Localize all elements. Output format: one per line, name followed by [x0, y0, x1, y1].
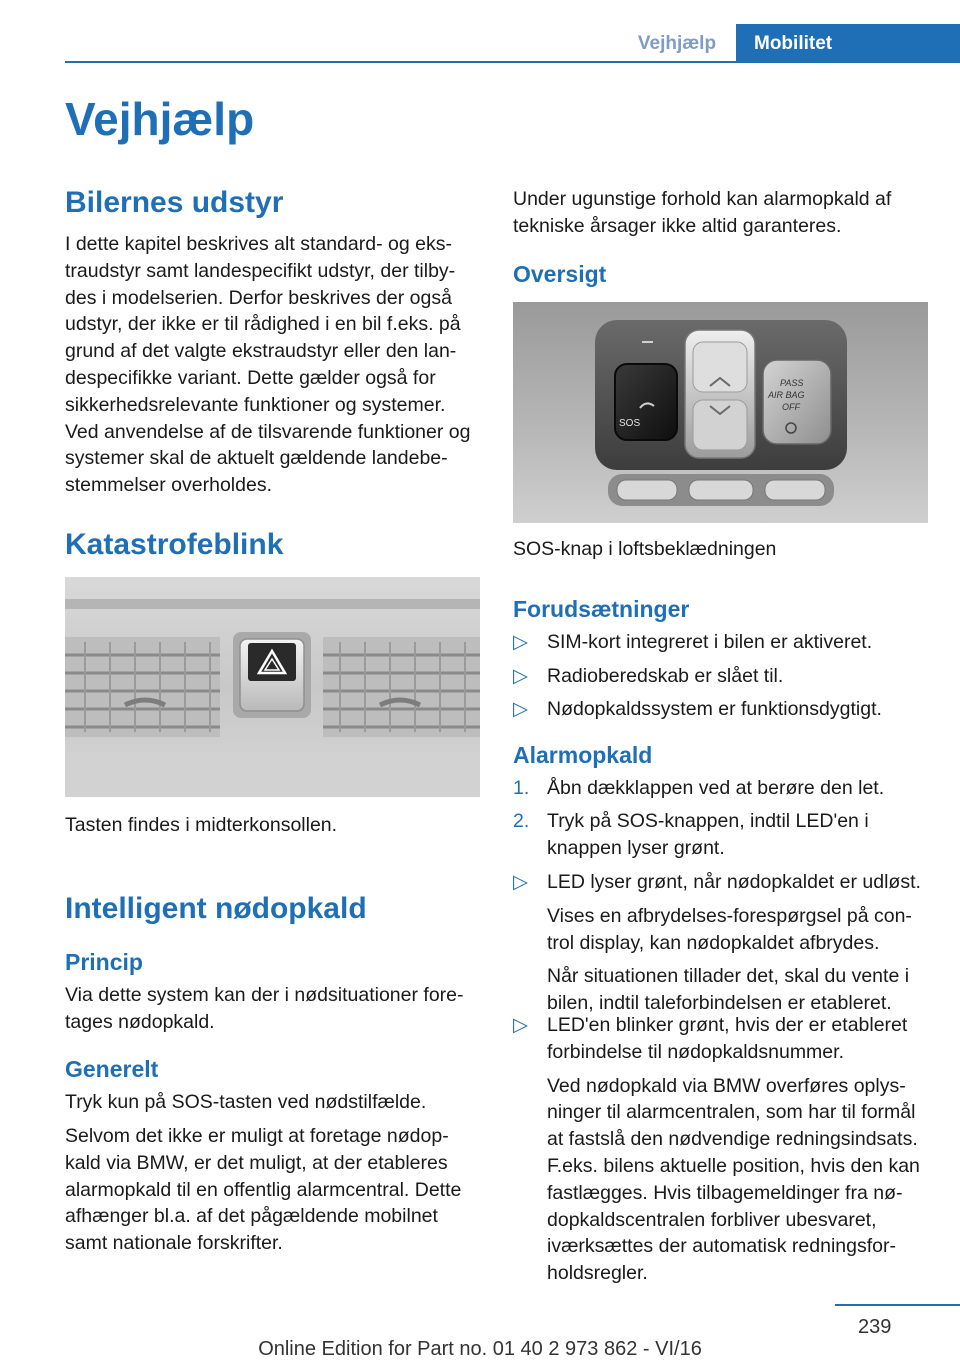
footer-rule [835, 1304, 960, 1306]
subsection-title-general: Generelt [65, 1056, 159, 1082]
hazard-button-photo [65, 577, 480, 797]
page-number: 239 [858, 1316, 892, 1338]
equipment-paragraph: I dette kapitel beskrives alt standard- og eks‐ traudstyr samt landespecifikt udstyr, der tilby‐ des i modelserien. Derfor beskrives der også udstyr, der ikke er til rådighed i en bil f.eks. på grund af det valgte ekstraudstyr eller den lan‐ despecifikke variant. Dette gælder også for sikkerhedsrelevante funktioner og systemer. Ved anvendelse af de tilsvarende funktioner og systemer skal de aktuelt gældende landebe‐ stemmelser overholdes. [65, 233, 471, 497]
general-paragraph-2: Selvom det ikke er muligt at foretage nødop‐ kald via BMW, er det muligt, at der etableres alarmopkald til en offentlig alarmcentral. Dette afhænger bl.a. af det pågældende mobilnet samt nationale forskrifter. [65, 1125, 462, 1255]
general-paragraph-1: Tryk kun på SOS-tasten ved nødstilfælde. [65, 1091, 427, 1113]
triangle-bullet-icon: ▷ [513, 665, 528, 687]
step-number: 1. [513, 777, 530, 799]
sos-button-photo [513, 302, 928, 523]
header-rule [65, 61, 960, 63]
triangle-bullet-icon: ▷ [513, 1014, 528, 1036]
sos-caption: SOS-knap i loftsbeklædningen [513, 538, 777, 560]
header-section-tab[interactable]: Vejhjælp [637, 33, 717, 54]
subsection-title-requirements: Forudsætninger [513, 596, 690, 622]
section-title-equipment: Bilernes udstyr [65, 186, 284, 219]
svg-text:OFF: OFF [782, 402, 800, 412]
subsection-title-principle: Princip [65, 949, 143, 975]
section-title-emergency-call: Intelligent nødopkald [65, 892, 367, 925]
svg-text:PASS: PASS [780, 378, 804, 388]
triangle-bullet-icon: ▷ [513, 698, 528, 720]
triangle-bullet-icon: ▷ [513, 871, 528, 893]
triangle-bullet-icon: ▷ [513, 631, 528, 653]
footer-edition: Online Edition for Part no. 01 40 2 973 862 - VI/16 [258, 1338, 702, 1360]
section-title-hazard: Katastrofeblink [65, 528, 284, 561]
header-chapter-tab[interactable]: Mobilitet [736, 24, 960, 63]
step-number: 2. [513, 810, 530, 832]
principle-paragraph: Via dette system kan der i nødsituationer fore‐ tages nødopkald. [65, 984, 464, 1033]
subsection-title-overview: Oversigt [513, 261, 607, 287]
intro-paragraph: Under ugunstige forhold kan alarmopkald af tekniske årsager ikke altid garanteres. [513, 188, 892, 237]
svg-text:SOS: SOS [619, 418, 641, 429]
svg-text:AIR BAG: AIR BAG [768, 390, 805, 400]
page-title: Vejhjælp [65, 93, 255, 145]
subsection-title-alarm-call: Alarmopkald [513, 742, 653, 768]
hazard-caption: Tasten findes i midterkonsollen. [65, 814, 338, 836]
